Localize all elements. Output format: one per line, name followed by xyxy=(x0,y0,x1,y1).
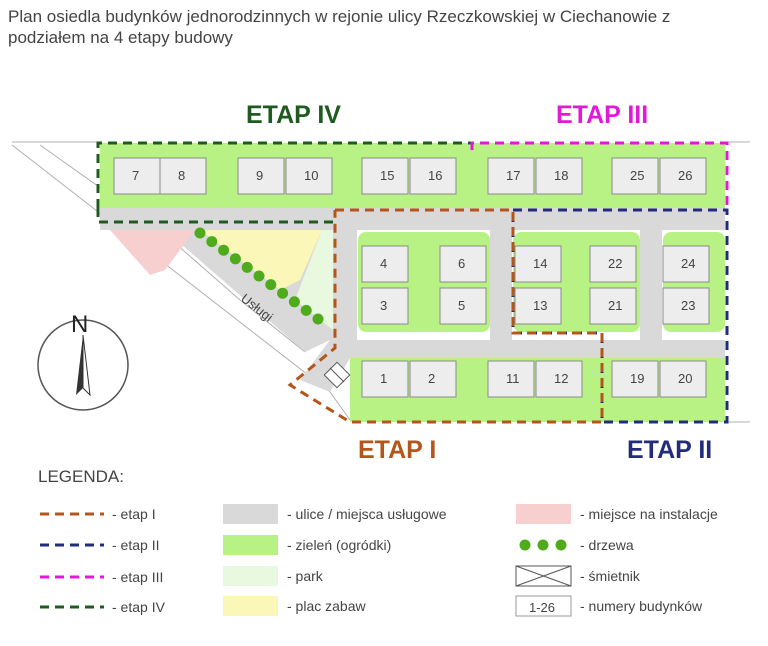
tree xyxy=(242,262,253,273)
legend-park-label: - park xyxy=(287,568,323,584)
building-5 xyxy=(440,288,486,324)
building-number: 8 xyxy=(178,168,186,183)
etap4-label: ETAP IV xyxy=(246,101,341,129)
building-10 xyxy=(286,158,332,194)
legend-number-sample: 1-26 xyxy=(529,600,556,615)
building-7 xyxy=(114,158,160,194)
building-number: 6 xyxy=(458,256,466,271)
building-3 xyxy=(362,288,408,324)
building-number: 14 xyxy=(533,256,548,271)
building-6 xyxy=(440,246,486,282)
building-26 xyxy=(660,158,706,194)
street-middle-1 xyxy=(490,220,512,350)
building-number: 16 xyxy=(428,168,443,183)
building-22 xyxy=(590,246,636,282)
legend-park-swatch xyxy=(223,566,278,586)
tree xyxy=(277,288,288,299)
north-label: N xyxy=(71,311,89,338)
legend-playground-label: - plac zabaw xyxy=(287,598,366,614)
building-1 xyxy=(362,361,408,397)
building-number: 15 xyxy=(380,168,395,183)
tree xyxy=(313,314,324,325)
building-16 xyxy=(410,158,456,194)
building-number: 5 xyxy=(458,298,466,313)
tree xyxy=(230,253,241,264)
legend-etap2-label: - etap II xyxy=(112,537,160,553)
tree xyxy=(301,305,312,316)
building-number: 10 xyxy=(304,168,319,183)
building-25 xyxy=(612,158,658,194)
building-number: 9 xyxy=(256,168,264,183)
building-17 xyxy=(488,158,534,194)
etap2-label: ETAP II xyxy=(627,436,713,464)
building-number: 19 xyxy=(630,371,645,386)
map-title: Plan osiedla budynków jednorodzinnych w rejonie ulicy Rzeczkowskiej w Ciechanowie z podziałem na 4 etapy budowy xyxy=(8,7,671,47)
building-13 xyxy=(515,288,561,324)
services-label: Usługi xyxy=(238,290,276,325)
legend-installation-swatch xyxy=(516,504,571,524)
building-number: 18 xyxy=(554,168,569,183)
building-number: 3 xyxy=(380,298,388,313)
legend-tree-dot xyxy=(520,540,531,551)
legend-bin-icon xyxy=(516,566,571,586)
tree xyxy=(195,228,206,239)
legend-streets-label: - ulice / miejsca usługowe xyxy=(287,506,447,522)
building-number: 7 xyxy=(132,168,140,183)
building-14 xyxy=(515,246,561,282)
legend-tree-dot xyxy=(556,540,567,551)
building-number: 11 xyxy=(506,371,520,386)
building-12 xyxy=(536,361,582,397)
building-number: 21 xyxy=(608,298,623,313)
building-15 xyxy=(362,158,408,194)
legend-street-swatch xyxy=(223,504,278,524)
building-19 xyxy=(612,361,658,397)
building-number: 2 xyxy=(428,371,436,386)
installation-area xyxy=(110,230,195,275)
legend-playground-swatch xyxy=(223,596,278,616)
legend-installation-label: - miejsce na instalacje xyxy=(580,506,718,522)
legend-etap4-label: - etap IV xyxy=(112,599,165,615)
building-4 xyxy=(362,246,408,282)
street-middle-2 xyxy=(640,220,662,350)
building-number: 23 xyxy=(681,298,696,313)
building-number: 1 xyxy=(380,371,388,386)
building-number: 26 xyxy=(678,168,693,183)
etap3-label: ETAP III xyxy=(556,101,649,129)
legend-green-label: - zieleń (ogródki) xyxy=(287,537,392,553)
building-number: 4 xyxy=(380,256,388,271)
street-west xyxy=(335,208,357,348)
building-18 xyxy=(536,158,582,194)
building-24 xyxy=(663,246,709,282)
building-21 xyxy=(590,288,636,324)
legend-trees-label: - drzewa xyxy=(580,537,634,553)
tree xyxy=(265,279,276,290)
legend-numbers-label: - numery budynków xyxy=(580,598,703,614)
building-number: 20 xyxy=(678,371,693,386)
building-20 xyxy=(660,361,706,397)
building-number: 25 xyxy=(630,168,645,183)
legend-green-swatch xyxy=(223,535,278,555)
building-number: 13 xyxy=(533,298,548,313)
building-11 xyxy=(488,361,534,397)
tree xyxy=(254,271,265,282)
tree xyxy=(218,245,229,256)
legend-tree-dot xyxy=(538,540,549,551)
building-23 xyxy=(663,288,709,324)
legend-etap3-label: - etap III xyxy=(112,569,164,585)
building-number: 24 xyxy=(681,256,696,271)
compass-icon xyxy=(38,311,128,410)
etap1-label: ETAP I xyxy=(358,436,437,464)
building-9 xyxy=(238,158,284,194)
building-8 xyxy=(160,158,206,194)
building-2 xyxy=(410,361,456,397)
legend-bin-label: - śmietnik xyxy=(580,568,640,584)
tree xyxy=(206,236,217,247)
legend-title: LEGENDA: xyxy=(38,467,124,486)
legend-etap1-label: - etap I xyxy=(112,506,156,522)
building-number: 22 xyxy=(608,256,623,271)
tree xyxy=(289,296,300,307)
building-number: 12 xyxy=(554,371,569,386)
building-number: 17 xyxy=(506,168,521,183)
